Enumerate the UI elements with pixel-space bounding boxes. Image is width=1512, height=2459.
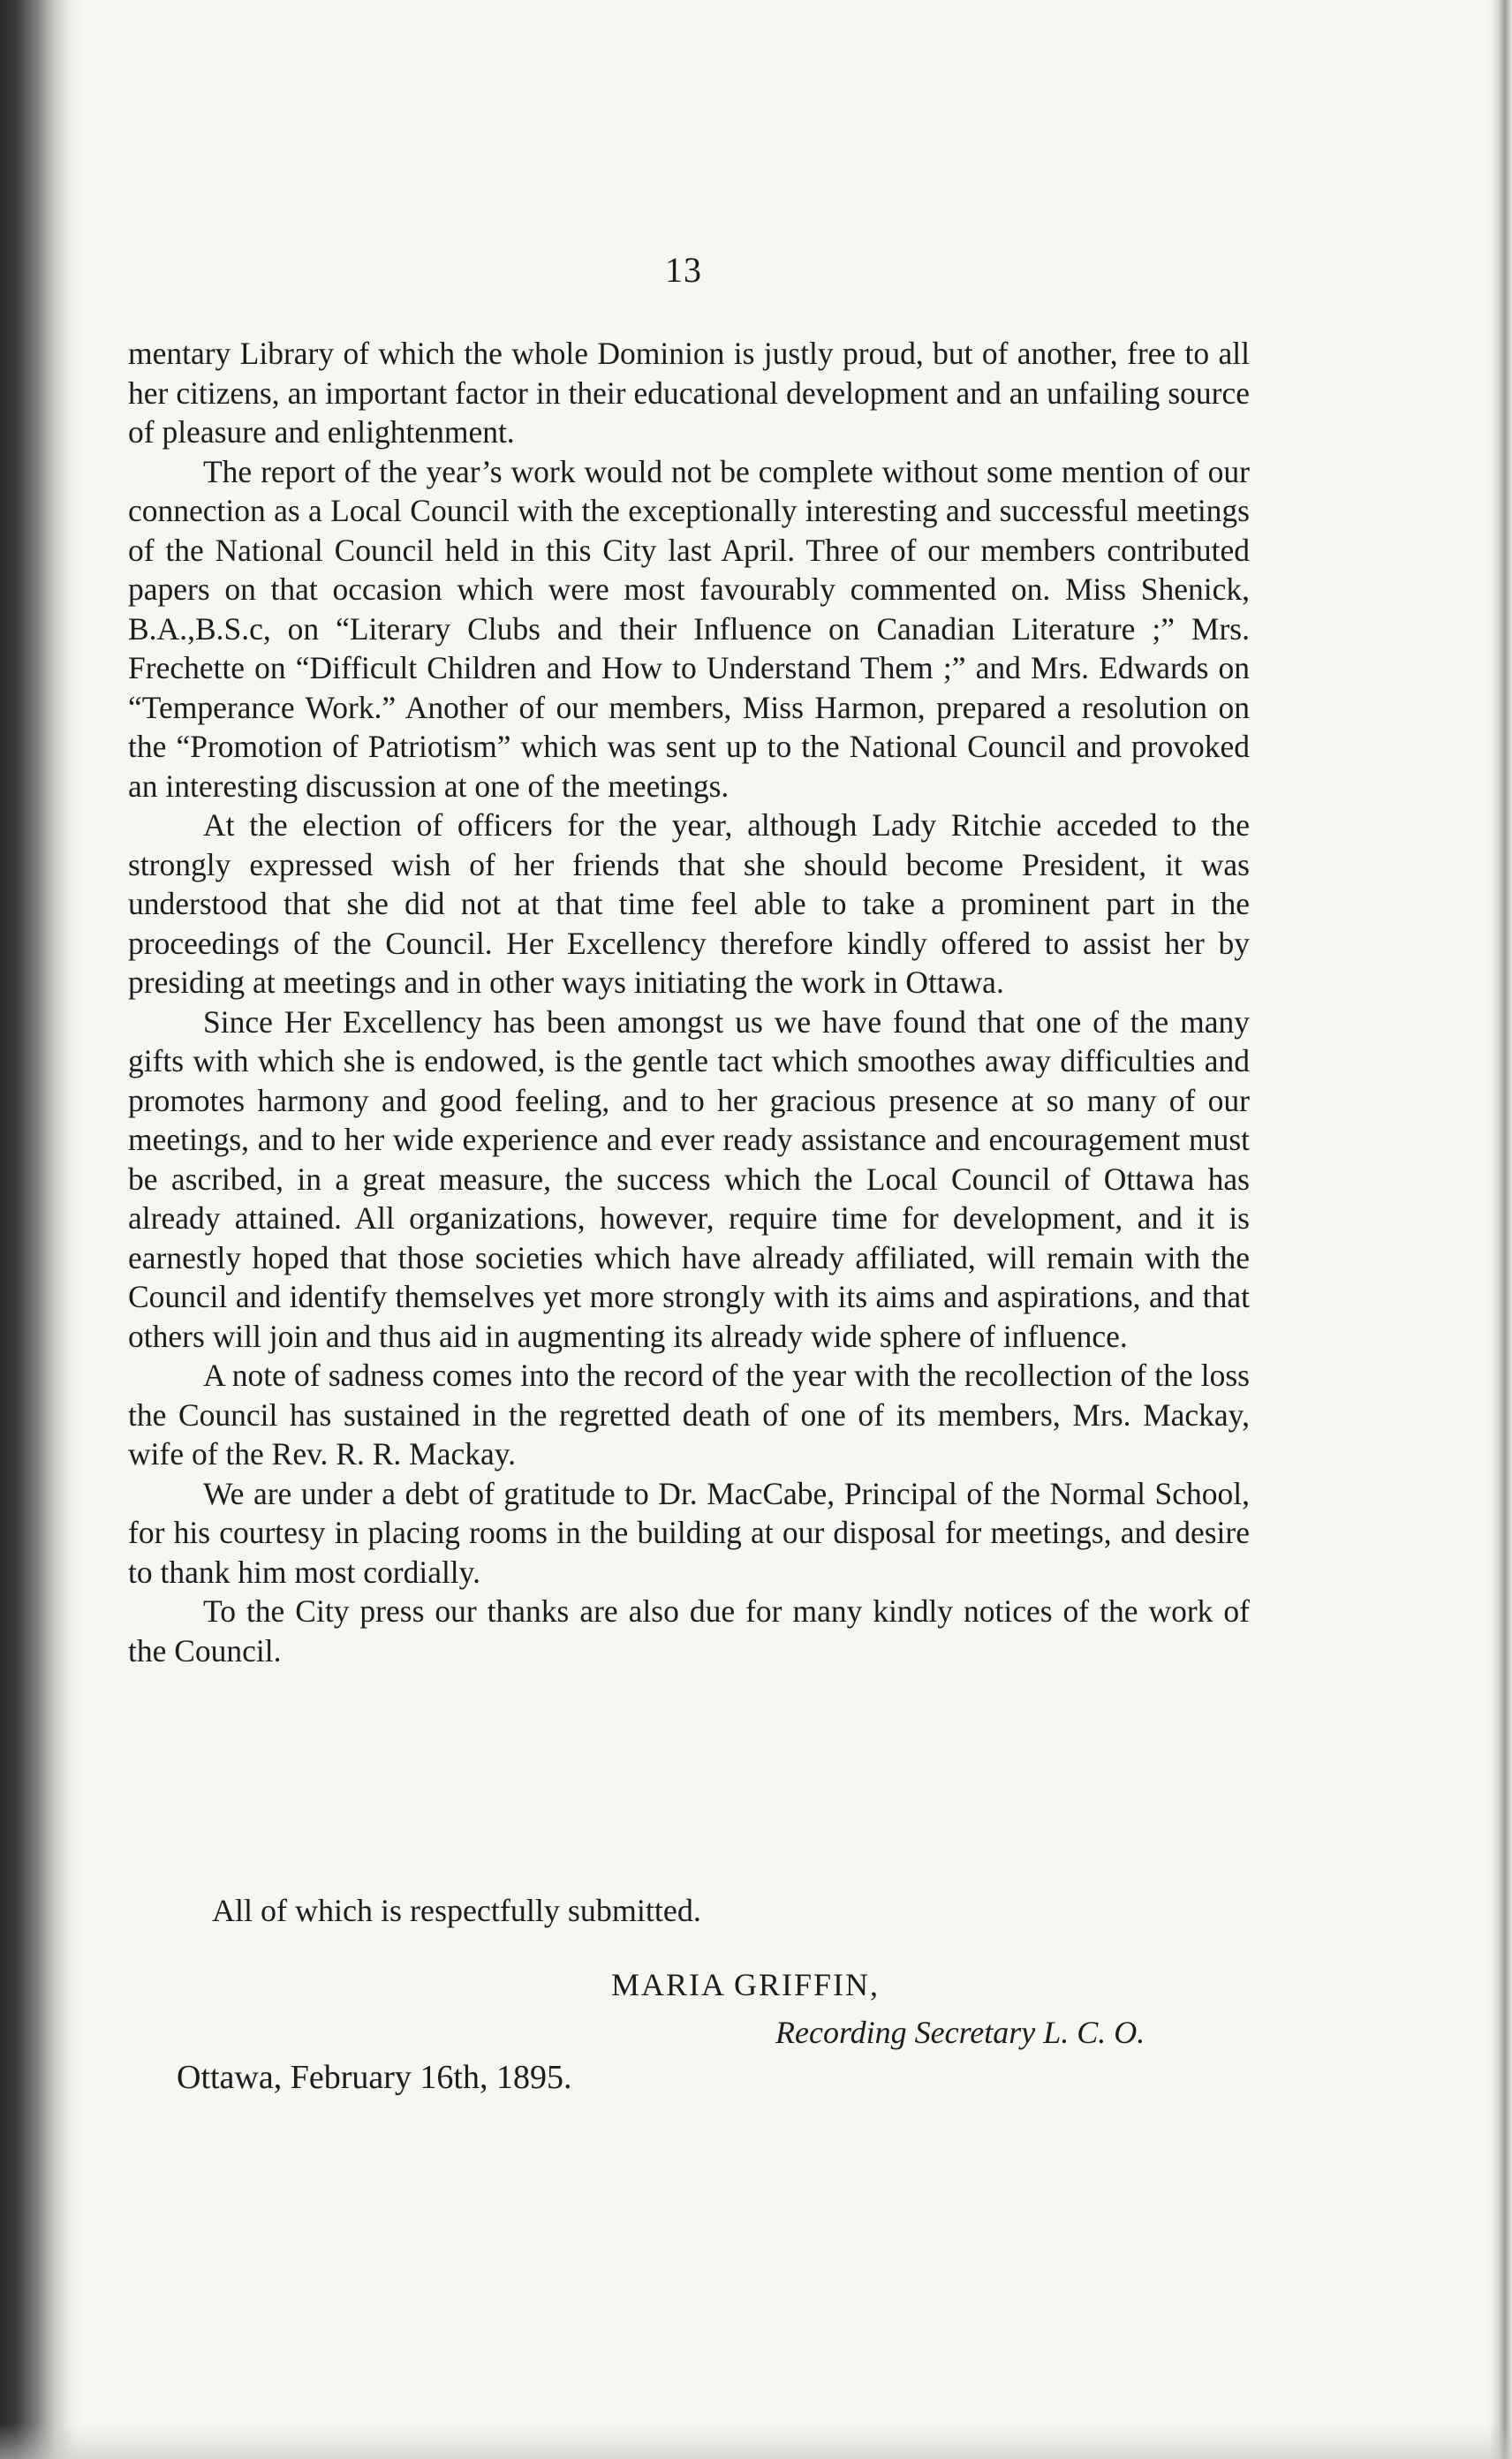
page-right-edge [1489,0,1512,2459]
paragraph-3: At the election of officers for the year, although Lady Ritchie acceded to the strongly expressed wish of her friends that she should become President, it was understood that she did not at that time feel able to take a prominent part in the proceedings of the Council. Her Excellency therefore kindly offered to assist her by presiding at meetings and in other ways initiating the work in Ottawa. [128,807,1250,1000]
paragraph-4: Since Her Excellency has been amongst us we have found that one of the many gifts with which she is endowed, is the gentle tact which smoothes away difficulties and promotes harmony and good feeling, and to her gracious presence at so many of our meetings, and to her wide experience and ever ready assistance and encouragement must be ascribed, in a great measure, the success which the Local Council of Ottawa has already attained. All organizations, however, require time for development, and it is earnestly hoped that those societies which have already affiliated, will remain with the Council and identify themselves yet more strongly with its aims and aspirations, and that others will join and thus aid in augmenting its already wide sphere of influence. [128,1003,1250,1354]
book-binding-edge [0,0,81,2459]
paragraph-2: The report of the year’s work would not be complete without some mention of our connection as a Local Council with the exceptionally interesting and successful meetings of the National Council held in this City last April. Three of our members contributed papers on that occasion which were most favourably commented on. Miss Shenick, B.A.,B.S.c, on “Literary Clubs and their Influence on Canadian Literature ;” Mrs. Frechette on “Difficult Children and How to Understand Them ;” and Mrs. Edwards on “Temperance Work.” Another of our members, Miss Harmon, prepared a resolution on the “Promotion of Patriotism” which was sent up to the National Council and provoked an interesting discussion at one of the meetings. [128,453,1250,804]
signer-name: MARIA GRIFFIN, [611,1967,881,2002]
report-body [128,334,1250,1670]
paragraph-7: To the City press our thanks are also due for many kindly notices of the work of the Council. [128,1593,1250,1668]
closing-line: All of which is respectfully submitted. [212,1893,701,1928]
dateline: Ottawa, February 16th, 1895. [177,2059,572,2096]
paragraph-5: A note of sadness comes into the record of the year with the recollection of the loss the Council has sustained in the regretted death of one of its members, Mrs. Mackay, wife of the Rev. R. R. Mackay. [128,1358,1250,1472]
paragraph-6: We are under a debt of gratitude to Dr. MacCabe, Principal of the Normal School, for his courtesy in placing rooms in the building at our disposal for meetings, and desire to thank him most cordially. [128,1475,1250,1590]
paragraph-1: mentary Library of which the whole Dominion is justly proud, but of another, free to all her citizens, an important factor in their educational development and an unfailing source of pleasure and enlightenment. [128,336,1250,450]
page-bottom-shadow [0,2424,1512,2459]
page-number: 13 [665,250,702,290]
signer-title: Recording Secretary L. C. O. [775,2015,1145,2050]
